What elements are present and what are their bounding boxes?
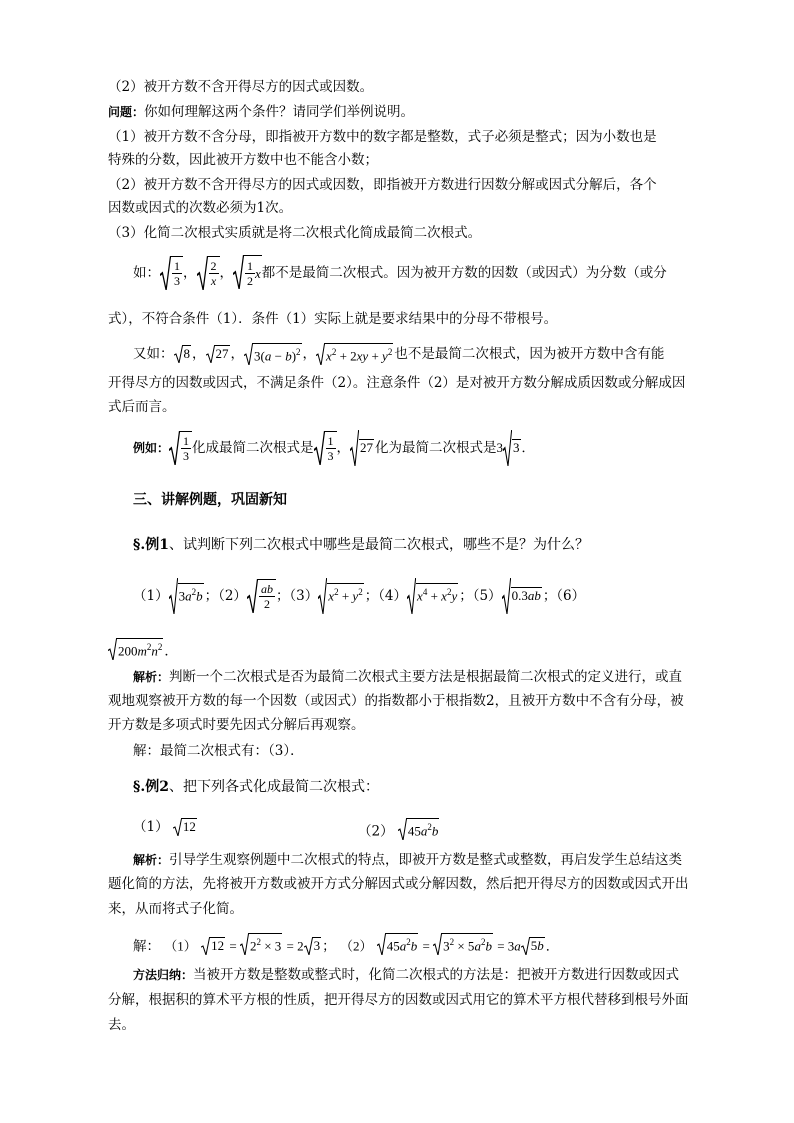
math-sqrt-27: 27 [350,430,374,466]
example-2-items: （1） 12 [133,819,196,835]
label-analysis: 解析： [133,670,170,684]
math-sqrt-x2-2xy-y2: $x^2 + 2xy + y^2$ [316,343,393,365]
math-sqrt-45a2b: $45a^2b$ [398,818,440,840]
example-1-items: （1） $3a^2b$ ；（2） ab 2 ；（3） $x^2 + y^2$ ；（4） $x^4 + x^2y$ ；（5） 0.3ab ；（6） [133,578,585,614]
math-sqrt-3ab2: $3(a - b)^2$ [244,343,302,365]
text-line: 开得尽方的因数或因式，不满足条件（2）。注意条件（2）是对被开方数分解成质因数或分解成因 [108,375,686,391]
example-1-heading: §.例1、试判断下列二次根式中哪些是最简二次根式，哪些不是？为什么？ [133,537,589,553]
text-line: 观地观察被开方数的每一个因数（或因式）的指数都小于根指数2，且被开方数中不含有分母，被 [108,693,684,709]
math-3-sqrt-3: 3 3 ． [497,430,535,466]
example-1-item-6: $200m^2n^2$ ． [108,638,178,660]
label-analysis: 解析： [133,853,170,867]
text-line: （3）化简二次根式实质就是将二次根式化简成最简二次根式。 [108,225,482,241]
solution-2: 解： （1） 12 = $2^2 \times 3 = 2$ 3 ； （2） $45a^2b$ = $3^2 \times 5a^2b = 3a$ 5b ． [133,933,559,955]
math-sqrt-27: 27 [206,345,230,363]
example-2-items: （2） $45a^2b$ [358,818,440,840]
math-sqrt-1-3: 1 3 [314,431,337,465]
text-line: 如： 1 3 ， 2 x ， 1 2 x 都不是最简二次根式。因为被开方数的因数（或因式）为分数（或分 [133,255,667,291]
text-line: 例如： 1 3 化成最简二次根式是 1 3 ， 27 化为最简二次根式是 3 3 ． [133,430,535,466]
math-sqrt-half-x: 1 2 x [233,255,262,292]
text-line: 又如： 8 ， 27 ， $3(a - b)^2$ ， $x^2 + 2xy + y^2$ 也不是最简二次根式，因为被开方数中含有能 [133,343,664,365]
label-example: 例如： [133,441,170,455]
text-line: （2）被开方数不含开得尽方的因式或因数。 [108,79,374,95]
math-sqrt-12: 12 [173,818,197,836]
text-line: （1）被开方数不含分母，即指被开方数中的数字都是整数，式子必须是整式；因为小数也是 [108,129,657,145]
text-line: 方法归纳：当被开方数是整数或整式时，化简二次根式的方法是：把被开方数进行因数或因式 [133,967,680,983]
text-line: 开方数是多项式时要先因式分解后再观察。 [108,717,365,733]
text-line: 因数或因式的次数必须为1次。 [108,200,293,216]
text-line: 式），不符合条件（1）．条件（1）实际上就是要求结果中的分母不带根号。 [108,311,558,327]
math-sqrt-200m2n2: $200m^2n^2$ [108,638,163,660]
text-line: 解析：判断一个二次根式是否为最简二次根式主要方法是根据最简二次根式的定义进行，或直 [133,669,683,685]
math-sqrt-x4-x2y: $x^4 + x^2y$ [407,578,458,614]
text-line: 问题：你如何理解这两个条件？请同学们举例说明。 [108,104,415,120]
text-line: 题化简的方法，先将被开方数或被开方式分解因式或分解因数，然后把开得尽方的因数或因式开出 [108,876,689,892]
math-sqrt-2-x: 2 x [197,256,220,290]
math-sqrt-x2-y2: $x^2 + y^2$ [318,578,363,614]
text-line: 特殊的分数，因此被开方数中也不能含小数； [108,152,378,168]
text-line: 分解，根据积的算术平方根的性质，把开得尽方的因数或因式用它的算术平方根代替移到根号外面 [108,992,689,1008]
math-sqrt-8: 8 [174,345,192,363]
text-line: 解：最简二次根式有：（3）． [133,743,304,759]
math-sqrt-0.3ab: 0.3ab [502,578,542,614]
section-heading: 三、讲解例题，巩固新知 [133,492,287,508]
text-line: 去。 [108,1017,135,1033]
math-sqrt-1-3: 1 3 [169,431,192,465]
text-line: 解析：引导学生观察例题中二次根式的特点，即被开方数是整式或整数，再启发学生总结这类 [133,852,683,868]
math-sqrt-ab-2: ab 2 [247,579,276,613]
label-question: 问题： [108,105,145,119]
text-line: 式后而言。 [108,399,176,415]
math-sqrt-3a2b: $3a^2b$ [169,578,204,614]
label-method: 方法归纳： [133,968,194,982]
example-2-heading: §.例2、把下列各式化成最简二次根式： [133,779,379,795]
text-line: 来，从而将式子化简。 [108,901,243,917]
math-sqrt-1-3: 1 3 [160,256,183,290]
text-line: （2）被开方数不含开得尽方的因式或因数，即指被开方数进行因数分解或因式分解后，各个 [108,177,657,193]
